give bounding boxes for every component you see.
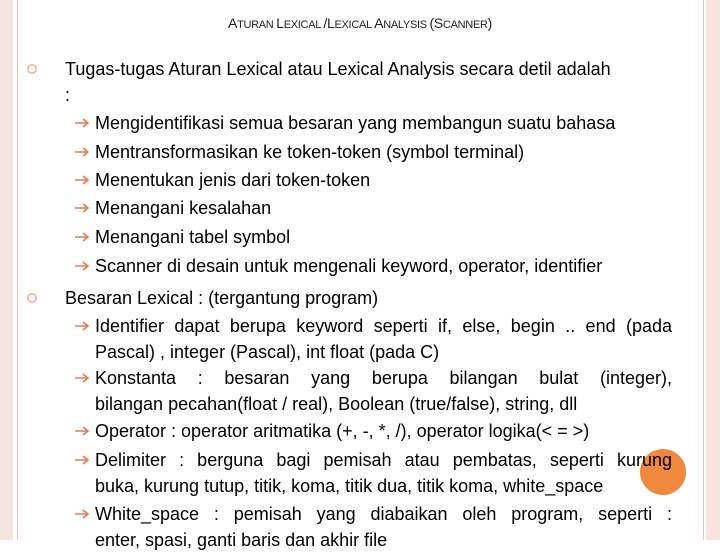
arrow-bullet-icon [74,146,90,158]
section1-item: Menangani kesalahan [95,198,272,218]
title-part: (S [429,15,443,31]
title-part: A [374,15,384,31]
section1-item: Mengidentifikasi semua besaran yang membangun suatu bahasa [95,113,616,133]
arrow-bullet-icon [74,202,90,214]
circle-bullet-icon [26,292,38,304]
arrow-bullet-icon [74,231,90,243]
title-part: ) [487,15,492,31]
section2-item-line2: bilangan pecahan(float / real), Boolean (true/false), string, dll [95,394,578,414]
section1-item: Menentukan jenis dari token-token [95,170,371,190]
title-part: A [228,15,238,31]
arrow-bullet-icon [74,320,90,332]
arrow-bullet-icon [74,260,90,272]
title-part: L [276,15,284,31]
title-part: CANNER [442,19,488,31]
left-border-line [17,0,18,540]
title-part: EXICAL [334,19,375,31]
right-border-line [703,0,704,540]
arrow-bullet-icon [74,174,90,186]
left-border-band [0,0,13,540]
section2-item-line2: Pascal) , integer (Pascal), int float (pada C) [95,342,440,362]
section1-heading-line1: Tugas-tugas Aturan Lexical atau Lexical Analysis secara detil adalah [65,59,611,79]
arrow-bullet-icon [74,117,90,129]
arrow-bullet-icon [74,372,90,384]
section2-item-line1: Operator : operator aritmatika (+, -, *, /), operator logika(< = >) [95,421,590,441]
arrow-bullet-icon [74,508,90,520]
section2-item-line2: enter, spasi, ganti baris dan akhir file [95,530,388,550]
right-border-band [706,0,720,540]
title-part: /L [323,15,335,31]
section1-item: Mentransformasikan ke token-token (symbol terminal) [95,142,525,162]
arrow-bullet-icon [74,454,90,466]
title-part: NALYSIS [383,19,430,31]
section2-heading: Besaran Lexical : (tergantung program) [65,288,379,308]
section1-item: Scanner di desain untuk mengenali keyword, operator, identifier [95,256,603,276]
circle-bullet-icon [26,63,38,75]
slide-title [0,15,720,31]
section2-item-line2: buka, kurung tutup, titik, koma, titik dua, titik koma, white_space [95,476,604,496]
title-part: EXICAL [283,19,324,31]
arrow-bullet-icon [74,425,90,437]
title-part: TURAN [237,19,277,31]
section1-heading-line2: : [65,85,71,105]
section2-item-line1: Delimiter : berguna bagi pemisah atau pembatas, seperti kurung [95,450,672,470]
section2-item-line1: Konstanta : besaran yang berupa bilangan bulat (integer), [95,368,672,388]
section2-item-line1: White_space : pemisah yang diabaikan oleh program, seperti : [95,504,672,524]
section2-item-line1: Identifier dapat berupa keyword seperti if, else, begin .. end (pada [95,316,672,336]
section1-item: Menangani tabel symbol [95,227,291,247]
